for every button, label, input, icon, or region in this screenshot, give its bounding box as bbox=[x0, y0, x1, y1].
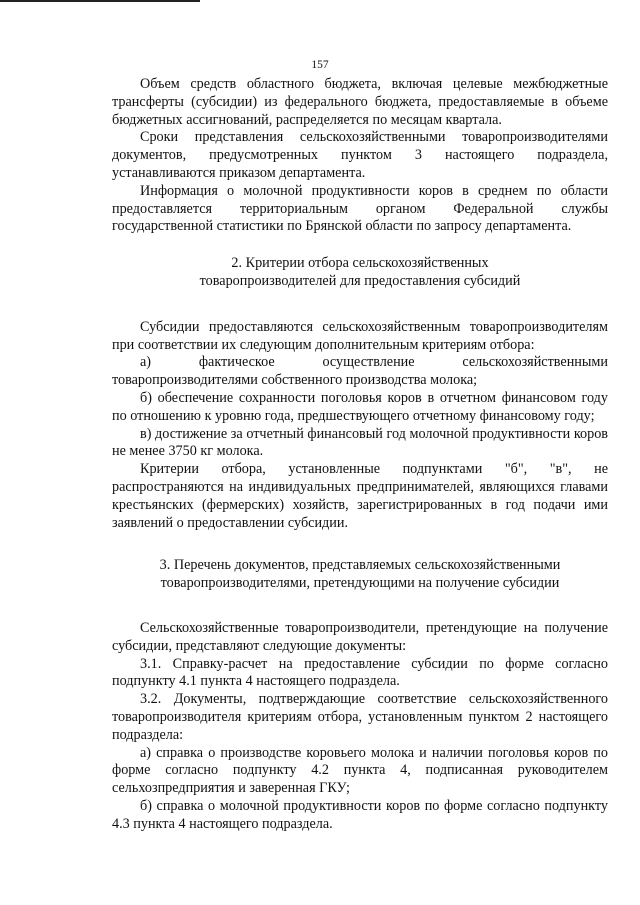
document-subitem-b: б) справка о молочной продуктивности коров по форме согласно подпункту 4.3 пункта 4 настоящего подраздела. bbox=[112, 797, 608, 832]
document-item-3-1: 3.1. Справку-расчет на предоставление субсидии по форме согласно подпункту 4.1 пункта 4 настоящего подраздела. bbox=[112, 655, 608, 690]
criterion-b: б) обеспечение сохранности поголовья коров в отчетном финансовом году по отношению к уровню года, предшествующего отчетному финансовому году; bbox=[112, 389, 608, 424]
page-number: 157 bbox=[311, 59, 329, 71]
section-3-heading-line-1: 3. Перечень документов, представляемых сельскохозяйственными bbox=[159, 557, 561, 574]
paragraph-budget-distribution: Объем средств областного бюджета, включая целевые межбюджетные трансферты (субсидии) из федерального бюджета, предоставляемые в объеме бюджетных ассигнований, распределяется по месяцам квартала. bbox=[112, 76, 608, 128]
section-2-heading-line-1: 2. Критерии отбора сельскохозяйственных bbox=[231, 255, 489, 272]
spacer bbox=[112, 593, 608, 620]
section-3-heading-line-2: товаропроизводителями, претендующими на получение субсидии bbox=[160, 575, 560, 592]
criterion-a: а) фактическое осуществление сельскохозяйственными товаропроизводителями собственного производства молока; bbox=[112, 354, 608, 389]
paragraph-criteria-exemption: Критерии отбора, установленные подпунктами "б", "в", не распространяются на индивидуальных предпринимателей, являющихся главами крестьянских (фермерских) хозяйств, зарегистрированных в год подачи ими заявлений о предоставлении субсидии. bbox=[112, 461, 608, 531]
spacer bbox=[112, 236, 608, 255]
section-3-heading bbox=[112, 557, 608, 593]
top-rule bbox=[0, 0, 200, 2]
paragraph-documents-intro: Сельскохозяйственные товаропроизводители, претендующие на получение субсидии, представляют следующие документы: bbox=[112, 619, 608, 654]
paragraph-submission-deadlines: Сроки представления сельскохозяйственными товаропроизводителями документов, предусмотренных пунктом 3 настоящего подраздела, устанавливаются приказом департамента. bbox=[112, 129, 608, 181]
spacer bbox=[112, 532, 608, 557]
section-3-body bbox=[112, 620, 608, 834]
spacer bbox=[112, 291, 608, 319]
criterion-v: в) достижение за отчетный финансовый год молочной продуктивности коров не менее 3750 кг молока. bbox=[112, 425, 608, 460]
document-item-3-2: 3.2. Документы, подтверждающие соответствие сельскохозяйственного товаропроизводителя критериям отбора, установленным пунктом 2 настоящего подраздела: bbox=[112, 691, 608, 743]
section-2-heading bbox=[112, 255, 608, 291]
section-2-heading-line-2: товаропроизводителей для предоставления субсидий bbox=[199, 272, 521, 289]
paragraph-subsidy-criteria-intro: Субсидии предоставляются сельскохозяйственным товаропроизводителям при соответствии их следующим дополнительным критериям отбора: bbox=[112, 318, 608, 353]
section-2-body bbox=[112, 319, 608, 533]
document-body bbox=[112, 76, 608, 833]
document-subitem-a: а) справка о производстве коровьего молока и наличии поголовья коров по форме согласно подпункту 4.2 пункта 4, подписанная руководителем сельхозпредприятия и заверенная ГКУ; bbox=[112, 744, 608, 797]
paragraph-milk-productivity-info: Информация о молочной продуктивности коров в среднем по области предоставляется территориальным органом Федеральной службы государственной статистики по Брянской области по запросу департамента. bbox=[112, 182, 608, 235]
